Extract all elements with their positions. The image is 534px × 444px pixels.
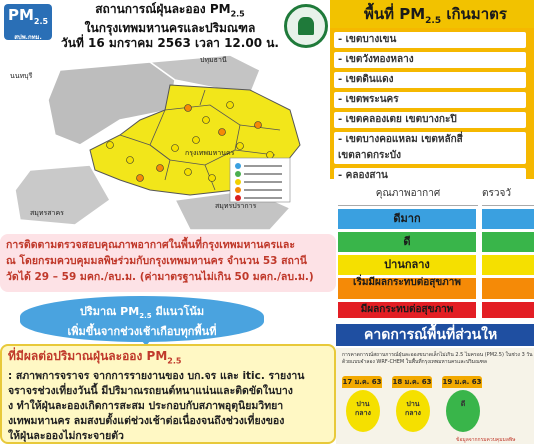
aqi-row-swatch	[482, 209, 534, 229]
area-item: - เขตคลองเตย เขตบางกะปิ	[334, 112, 526, 128]
pm25-logo	[4, 4, 52, 40]
area-item: - เขตวังทองหลาง	[334, 52, 526, 68]
aqi-row-swatch	[482, 255, 534, 275]
title-line-3: วันที่ 16 มกราคม 2563 เวลา 12.00 น.	[61, 36, 279, 51]
forecast-caption	[336, 348, 534, 366]
factors-body	[8, 369, 328, 444]
label-nonthaburi: นนทบุรี	[10, 72, 33, 80]
aqi-row-swatch	[482, 232, 534, 252]
legend-text-placeholder	[244, 189, 282, 191]
callout-line-2: เพิ่มขึ้นจากช่วงเช้าเกือบทุกพื้นที่	[67, 325, 217, 339]
forecast-day-level: ปาน กลาง	[346, 390, 380, 432]
factors-title: ที่มีผลต่อปริมาณฝุ่นละออง $PM_{2.5}$	[8, 349, 182, 366]
area-item: - คลองสาน	[334, 168, 526, 184]
monitor-line-3: วัดได้ 29 – 59 มคก./ลบ.ม. (ค่ามาตรฐานไม่เกิน 50 มคก./ลบ.ม.)	[6, 271, 314, 283]
legend-swatch	[235, 187, 241, 193]
forecast-day-label: 18 ม.ค. 63	[392, 378, 432, 386]
monitor-line-2: ณ โดยกรมควบคุมมลพิษร่วมกับกรุงเทพมหานคร จำนวน 53 สถานี	[6, 255, 307, 267]
pm25-map	[0, 50, 325, 233]
legend-swatch	[235, 179, 241, 185]
bma-seal-logo	[284, 4, 328, 48]
forecast-day-label: 17 ม.ค. 63	[342, 378, 382, 386]
legend-swatch	[235, 195, 241, 201]
logo-pm-text: $PM_{2.5}$	[7, 6, 49, 26]
legend-swatch	[235, 163, 241, 169]
aqi-row-label: ดีมาก	[338, 209, 476, 229]
factor-line: จราจรช่วงเที่ยงวันนี้ มีปริมาณรถยนต์หนาแน่นและติดขัดในบาง	[8, 385, 293, 398]
aqi-row-label: เริ่มมีผลกระทบต่อสุขภาพ	[338, 278, 476, 299]
aqi-row-label: ปานกลาง	[338, 255, 476, 275]
forecast-source: ข้อมูลจากกรมควบคุมมลพิษ	[456, 437, 516, 443]
forecast-day-level: ดี	[446, 390, 480, 432]
legend-text-placeholder	[244, 181, 282, 183]
factors-box	[0, 344, 336, 444]
factor-line: งเทพมหานคร ลมสงบตั้งแต่ช่วงเช้าต่อเนื่องจนถึงช่วงเที่ยงของ	[8, 415, 285, 428]
legend-swatch	[235, 171, 241, 177]
label-bangkok: กรุงเทพมหานคร	[185, 149, 235, 157]
label-pathum: ปทุมธานี	[200, 56, 227, 64]
caption-line-2: ด้วยแบบจำลอง WRF-CHEM ในพื้นที่กรุงเทพมหานครและปริมณฑล	[342, 359, 487, 365]
factor-line: ให้ฝุ่นละอองไม่กระจายตัว	[8, 430, 124, 443]
aqi-row-swatch	[482, 302, 534, 318]
caption-line-1: การคาดการณ์สถานการณ์ฝุ่นละอองขนาดเล็กไม่เกิน 2.5 ไมครอน (PM2.5) ในช่วง 3 วัน	[342, 352, 533, 358]
aqi-row-label: มีผลกระทบต่อสุขภาพ	[338, 302, 476, 318]
aqi-table-header	[336, 183, 534, 207]
factor-line: ง ทำให้ฝุ่นละอองเกิดการสะสม ประกอบกับสภาพอุตุนิยมวิทยา	[8, 400, 284, 413]
exceed-standard-header: พื้นที่ $PM_{2.5}$ เกินมาตร	[330, 0, 534, 28]
factor-line: : สภาพการจราจร จากการรายงานของ บก.จร และ itic. รายงาน	[8, 370, 305, 383]
forecast-day	[342, 376, 382, 438]
forecast-header: คาดการณ์พื้นที่ส่วนให	[336, 324, 534, 346]
legend-text-placeholder	[244, 173, 282, 175]
title-line-2: ในกรุงเทพมหานครและปริมณฑล	[84, 21, 256, 36]
forecast-day	[442, 376, 482, 438]
area-item: - เขตบางคอแหลม เขตหลักสี่ เขตลาดกระบัง	[334, 132, 526, 164]
callout-line-1: ปริมาณ $PM_{2.5}$ มีแนวโน้ม	[79, 305, 205, 321]
logo-org-text: สปพ.กทม.	[14, 34, 42, 41]
aqi-row-swatch	[482, 278, 534, 299]
area-item: - เขตพระนคร	[334, 92, 526, 108]
forecast-day	[392, 376, 432, 438]
aqi-legend-table	[336, 183, 534, 319]
area-item: - เขตดินแดง	[334, 72, 526, 88]
legend-text-placeholder	[244, 165, 282, 167]
aqi-col-quality: คุณภาพอากาศ	[338, 183, 478, 206]
label-samut-sakhon: สมุทรสาคร	[30, 209, 64, 217]
page-title	[54, 2, 286, 51]
aqi-row-label: ดี	[338, 232, 476, 252]
forecast-day-label: 19 ม.ค. 63	[442, 378, 482, 386]
trend-callout	[20, 296, 264, 342]
aqi-col-measured: ตรวจวั	[482, 183, 534, 206]
monitoring-summary	[0, 234, 336, 292]
monitor-line-1: การติดตามตรวจสอบคุณภาพอากาศในพื้นที่กรุงเทพมหานครและ	[6, 239, 295, 251]
legend-text-placeholder	[244, 197, 282, 199]
forecast-box	[336, 348, 534, 444]
exceed-area-list	[330, 28, 534, 179]
title-line-1: สถานการณ์ฝุ่นละออง $PM_{2.5}$	[95, 2, 245, 19]
forecast-day-level: ปาน กลาง	[396, 390, 430, 432]
area-item: - เขตบางเขน	[334, 32, 526, 48]
label-samut-prakan: สมุทรปราการ	[215, 202, 257, 210]
